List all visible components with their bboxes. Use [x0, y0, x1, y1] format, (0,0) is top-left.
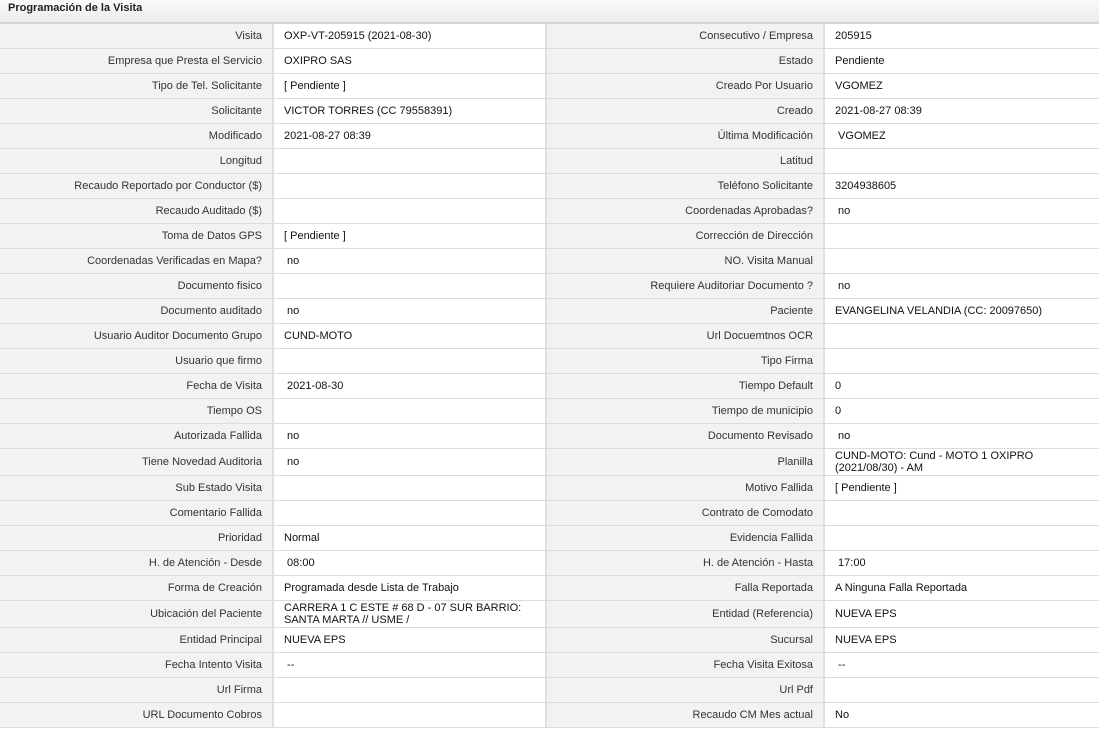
- table-row: [0, 149, 1099, 174]
- table-row: [0, 601, 1099, 628]
- field-value: [272, 501, 547, 526]
- field-value: no: [272, 299, 547, 324]
- field-value: no: [823, 424, 1099, 449]
- table-row: [0, 526, 1099, 551]
- field-value: [272, 149, 547, 174]
- field-value: [272, 399, 547, 424]
- field-value: [272, 199, 547, 224]
- field-label: Sub Estado Visita: [0, 476, 272, 501]
- field-value: CARRERA 1 C ESTE # 68 D - 07 SUR BARRIO: SANTA MARTA // USME /: [272, 601, 547, 628]
- field-value: VGOMEZ: [823, 124, 1099, 149]
- field-value: no: [272, 449, 547, 476]
- field-value: [823, 324, 1099, 349]
- field-label: Url Docuemtnos OCR: [547, 324, 823, 349]
- table-row: [0, 274, 1099, 299]
- field-label: Creado Por Usuario: [547, 74, 823, 99]
- field-label: Requiere Auditoriar Documento ?: [547, 274, 823, 299]
- field-value: CUND-MOTO: Cund - MOTO 1 OXIPRO (2021/08/30) - AM: [823, 449, 1099, 476]
- field-label: Sucursal: [547, 628, 823, 653]
- field-label: Última Modificación: [547, 124, 823, 149]
- field-label: Usuario que firmo: [0, 349, 272, 374]
- field-label: Tiempo de municipio: [547, 399, 823, 424]
- field-label: Recaudo CM Mes actual: [547, 703, 823, 728]
- table-row: [0, 374, 1099, 399]
- field-label: Motivo Fallida: [547, 476, 823, 501]
- field-value: [823, 501, 1099, 526]
- table-row: [0, 74, 1099, 99]
- table-row: [0, 224, 1099, 249]
- field-value: [272, 349, 547, 374]
- field-value: 2021-08-27 08:39: [272, 124, 547, 149]
- visit-details-table: [0, 24, 1099, 728]
- field-value: 3204938605: [823, 174, 1099, 199]
- field-label: Tipo de Tel. Solicitante: [0, 74, 272, 99]
- field-label: Corrección de Dirección: [547, 224, 823, 249]
- field-value: [823, 678, 1099, 703]
- field-value: [ Pendiente ]: [272, 224, 547, 249]
- field-label: Coordenadas Aprobadas?: [547, 199, 823, 224]
- field-label: Fecha de Visita: [0, 374, 272, 399]
- table-row: [0, 299, 1099, 324]
- field-value: NUEVA EPS: [823, 628, 1099, 653]
- field-value: [823, 249, 1099, 274]
- field-value: [272, 174, 547, 199]
- field-value: 2021-08-30: [272, 374, 547, 399]
- field-label: Solicitante: [0, 99, 272, 124]
- table-row: [0, 703, 1099, 728]
- field-value: 0: [823, 374, 1099, 399]
- field-label: Toma de Datos GPS: [0, 224, 272, 249]
- table-row: [0, 124, 1099, 149]
- table-row: [0, 49, 1099, 74]
- field-value: VGOMEZ: [823, 74, 1099, 99]
- field-label: Falla Reportada: [547, 576, 823, 601]
- table-row: [0, 199, 1099, 224]
- field-label: Contrato de Comodato: [547, 501, 823, 526]
- field-label: Fecha Visita Exitosa: [547, 653, 823, 678]
- field-label: Usuario Auditor Documento Grupo: [0, 324, 272, 349]
- field-label: Paciente: [547, 299, 823, 324]
- field-label: Documento Revisado: [547, 424, 823, 449]
- table-row: [0, 399, 1099, 424]
- field-value: NUEVA EPS: [823, 601, 1099, 628]
- table-row: [0, 476, 1099, 501]
- field-label: Evidencia Fallida: [547, 526, 823, 551]
- field-value: Pendiente: [823, 49, 1099, 74]
- field-value: no: [272, 424, 547, 449]
- table-row: [0, 99, 1099, 124]
- field-value: Programada desde Lista de Trabajo: [272, 576, 547, 601]
- field-label: NO. Visita Manual: [547, 249, 823, 274]
- table-row: [0, 628, 1099, 653]
- field-label: Visita: [0, 24, 272, 49]
- table-row: [0, 576, 1099, 601]
- field-value: [272, 703, 547, 728]
- field-label: Tiempo Default: [547, 374, 823, 399]
- field-label: Coordenadas Verificadas en Mapa?: [0, 249, 272, 274]
- field-label: Forma de Creación: [0, 576, 272, 601]
- field-value: --: [823, 653, 1099, 678]
- field-label: Ubicación del Paciente: [0, 601, 272, 628]
- field-value: [272, 476, 547, 501]
- field-value: [ Pendiente ]: [823, 476, 1099, 501]
- field-label: Documento auditado: [0, 299, 272, 324]
- field-value: [823, 526, 1099, 551]
- table-row: [0, 501, 1099, 526]
- field-label: Estado: [547, 49, 823, 74]
- field-value: [ Pendiente ]: [272, 74, 547, 99]
- field-label: Latitud: [547, 149, 823, 174]
- field-value: [272, 678, 547, 703]
- field-value: CUND-MOTO: [272, 324, 547, 349]
- field-label: Consecutivo / Empresa: [547, 24, 823, 49]
- field-value: --: [272, 653, 547, 678]
- field-label: Prioridad: [0, 526, 272, 551]
- field-label: Empresa que Presta el Servicio: [0, 49, 272, 74]
- field-label: Documento fisico: [0, 274, 272, 299]
- field-value: no: [823, 274, 1099, 299]
- table-row: [0, 424, 1099, 449]
- field-label: Recaudo Reportado por Conductor ($): [0, 174, 272, 199]
- field-label: URL Documento Cobros: [0, 703, 272, 728]
- field-label: Comentario Fallida: [0, 501, 272, 526]
- field-value: Normal: [272, 526, 547, 551]
- field-value: [823, 149, 1099, 174]
- field-label: Url Firma: [0, 678, 272, 703]
- field-label: Modificado: [0, 124, 272, 149]
- field-label: Tiempo OS: [0, 399, 272, 424]
- panel-title: Programación de la Visita: [0, 0, 1099, 24]
- field-value: VICTOR TORRES (CC 79558391): [272, 99, 547, 124]
- field-value: 08:00: [272, 551, 547, 576]
- field-value: 0: [823, 399, 1099, 424]
- field-label: Recaudo Auditado ($): [0, 199, 272, 224]
- field-label: Tiene Novedad Auditoria: [0, 449, 272, 476]
- table-row: [0, 249, 1099, 274]
- field-label: Planilla: [547, 449, 823, 476]
- field-label: Fecha Intento Visita: [0, 653, 272, 678]
- table-row: [0, 324, 1099, 349]
- field-label: H. de Atención - Desde: [0, 551, 272, 576]
- field-value: no: [823, 199, 1099, 224]
- field-value: OXIPRO SAS: [272, 49, 547, 74]
- field-value: 205915: [823, 24, 1099, 49]
- field-value: 17:00: [823, 551, 1099, 576]
- field-label: Autorizada Fallida: [0, 424, 272, 449]
- table-row: [0, 653, 1099, 678]
- field-value: NUEVA EPS: [272, 628, 547, 653]
- field-label: Tipo Firma: [547, 349, 823, 374]
- field-value: [823, 224, 1099, 249]
- field-label: Url Pdf: [547, 678, 823, 703]
- field-label: H. de Atención - Hasta: [547, 551, 823, 576]
- field-value: 2021-08-27 08:39: [823, 99, 1099, 124]
- field-value: EVANGELINA VELANDIA (CC: 20097650): [823, 299, 1099, 324]
- field-label: Longitud: [0, 149, 272, 174]
- field-label: Entidad Principal: [0, 628, 272, 653]
- table-row: [0, 551, 1099, 576]
- table-row: [0, 174, 1099, 199]
- field-value: No: [823, 703, 1099, 728]
- field-label: Entidad (Referencia): [547, 601, 823, 628]
- field-value: A Ninguna Falla Reportada: [823, 576, 1099, 601]
- table-row: [0, 349, 1099, 374]
- field-label: Creado: [547, 99, 823, 124]
- field-value: [272, 274, 547, 299]
- table-row: [0, 449, 1099, 476]
- field-value: OXP-VT-205915 (2021-08-30): [272, 24, 547, 49]
- field-label: Teléfono Solicitante: [547, 174, 823, 199]
- field-value: no: [272, 249, 547, 274]
- table-row: [0, 24, 1099, 49]
- field-value: [823, 349, 1099, 374]
- table-row: [0, 678, 1099, 703]
